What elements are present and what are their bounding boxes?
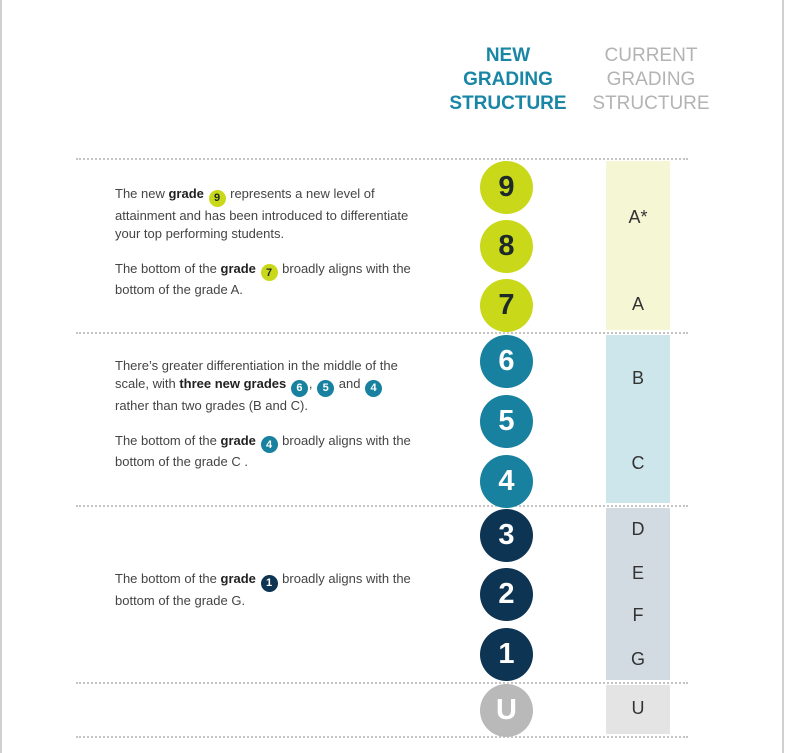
text: , (308, 376, 313, 391)
heading-line: GRADING (463, 69, 553, 90)
grade-badge-7: 7 (261, 264, 278, 281)
heading-line: CURRENT (604, 45, 698, 66)
top-section-description (115, 185, 415, 316)
grade-9-circle: 9 (480, 161, 533, 214)
paragraph (115, 185, 415, 243)
bold-text: grade (220, 571, 256, 586)
text: represents a new level of attainment and has been introduced to differentiate your top performing students. (115, 186, 409, 241)
current-grade-d: D (631, 519, 645, 539)
grade-8-circle: 8 (480, 220, 533, 273)
text: and (335, 376, 365, 391)
grade-badge-6: 6 (291, 380, 308, 397)
text: The bottom of the (115, 571, 221, 586)
current-grade-e: E (631, 563, 644, 583)
grade-4-circle: 4 (480, 455, 533, 508)
bottom-section-description (115, 570, 415, 627)
current-grade-u: U (631, 698, 645, 718)
grade-badge-4: 4 (261, 436, 278, 453)
grade-badge-1: 1 (261, 575, 278, 592)
section-divider (76, 158, 688, 160)
heading-line: STRUCTURE (592, 93, 710, 114)
paragraph (115, 260, 415, 300)
text: rather than two grades (B and C). (115, 397, 308, 413)
heading-line: STRUCTURE (449, 93, 567, 114)
text: broadly aligns with the bottom of the grade A. (115, 260, 411, 297)
text: The bottom of the (115, 432, 221, 448)
current-grade-b: B (631, 368, 644, 388)
current-panel-middle (606, 335, 670, 503)
section-divider (76, 505, 688, 507)
middle-section-description (115, 357, 415, 488)
text: broadly aligns with the bottom of the grade C . (115, 432, 411, 469)
grade-u-circle: U (480, 684, 533, 737)
bold-text: three new grades (179, 376, 287, 391)
current-grade-f: F (632, 605, 644, 625)
text: There’s greater differentiation in the middle of the scale, with (115, 358, 398, 391)
grade-1-circle: 1 (480, 628, 533, 681)
text: broadly aligns with the bottom of the grade G. (115, 571, 411, 608)
grade-badge-9: 9 (209, 190, 226, 207)
heading-line: NEW (485, 45, 531, 66)
bold-text: grade (220, 432, 256, 448)
new-structure-heading (448, 44, 568, 116)
section-divider (76, 736, 688, 738)
paragraph (115, 570, 415, 610)
current-grade-a: A (631, 294, 644, 314)
grade-2-circle: 2 (480, 568, 533, 621)
heading-line: GRADING (606, 69, 696, 90)
bold-text: grade (168, 186, 204, 201)
current-grade-a-star: A* (628, 207, 648, 227)
section-divider (76, 332, 688, 334)
current-grade-g: G (630, 649, 645, 669)
grade-badge-5: 5 (317, 380, 334, 397)
current-structure-heading (592, 44, 710, 116)
paragraph (115, 432, 415, 472)
section-divider (76, 682, 688, 684)
paragraph (115, 357, 415, 415)
bold-text: grade (220, 260, 256, 276)
grade-3-circle: 3 (480, 509, 533, 562)
grade-7-circle: 7 (480, 279, 533, 332)
text: The bottom of the (115, 260, 221, 276)
grade-6-circle: 6 (480, 335, 533, 388)
grade-5-circle: 5 (480, 395, 533, 448)
grade-badge-4: 4 (365, 380, 382, 397)
text: The new (115, 186, 169, 201)
current-grade-c: C (631, 453, 645, 473)
